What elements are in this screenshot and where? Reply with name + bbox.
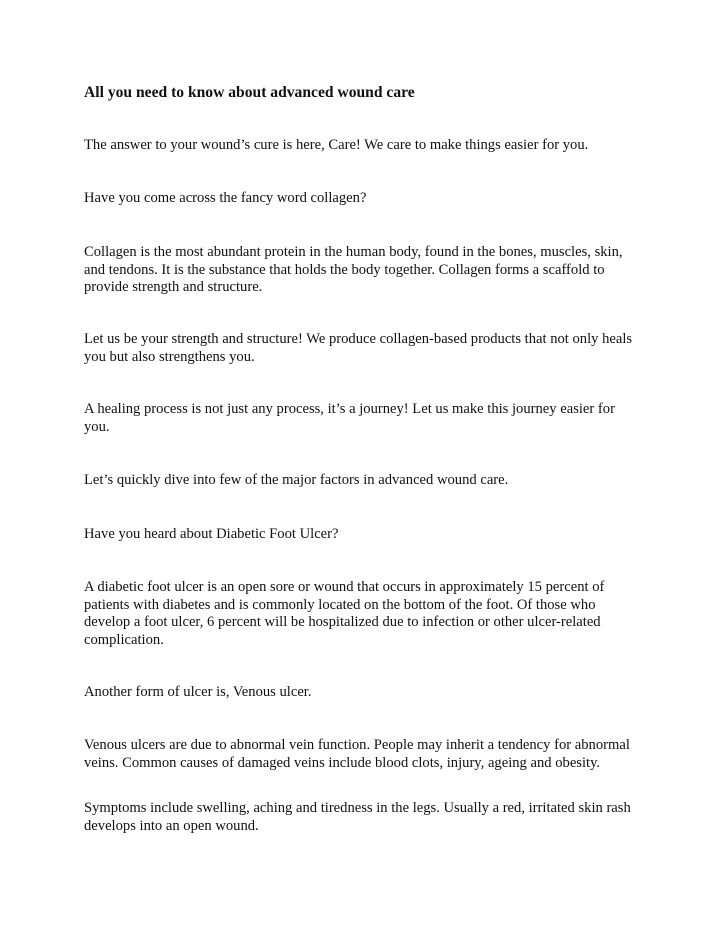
paragraph-intro: The answer to your wound’s cure is here, Care! We care to make things easier for you. [84, 137, 589, 153]
paragraph-strength-structure: Let us be your strength and structure! We produce collagen-based products that not only heals you but also strengthens you. [84, 331, 633, 365]
paragraph-venous-ulcer-causes: Venous ulcers are due to abnormal vein function. People may inherit a tendency for abnormal veins. Common causes of damaged veins include blood clots, injury, ageing and obesity. [84, 737, 630, 771]
paragraph-collagen-definition: Collagen is the most abundant protein in the human body, found in the bones, muscles, skin, and tendons. It is the substance that holds the body together. Collagen forms a scaffold to provide strength and structure. [84, 244, 623, 296]
paragraph-diabetic-question: Have you heard about Diabetic Foot Ulcer? [84, 526, 339, 542]
paragraph-major-factors: Let’s quickly dive into few of the major factors in advanced wound care. [84, 472, 509, 488]
paragraph-venous-ulcer-symptoms: Symptoms include swelling, aching and tiredness in the legs. Usually a red, irritated skin rash develops into an open wound. [84, 800, 631, 834]
paragraph-diabetic-foot-ulcer: A diabetic foot ulcer is an open sore or wound that occurs in approximately 15 percent of patients with diabetes and is commonly located on the bottom of the foot. Of those who develop a foot ulcer, 6 percent will be hospitalized due to infection or other ulcer-related complication. [84, 579, 605, 648]
paragraph-healing-journey: A healing process is not just any process, it’s a journey! Let us make this journey easier for you. [84, 401, 615, 435]
paragraph-collagen-question: Have you come across the fancy word collagen? [84, 190, 367, 206]
document-title: All you need to know about advanced wound care [84, 84, 415, 101]
paragraph-venous-ulcer-intro: Another form of ulcer is, Venous ulcer. [84, 684, 312, 700]
